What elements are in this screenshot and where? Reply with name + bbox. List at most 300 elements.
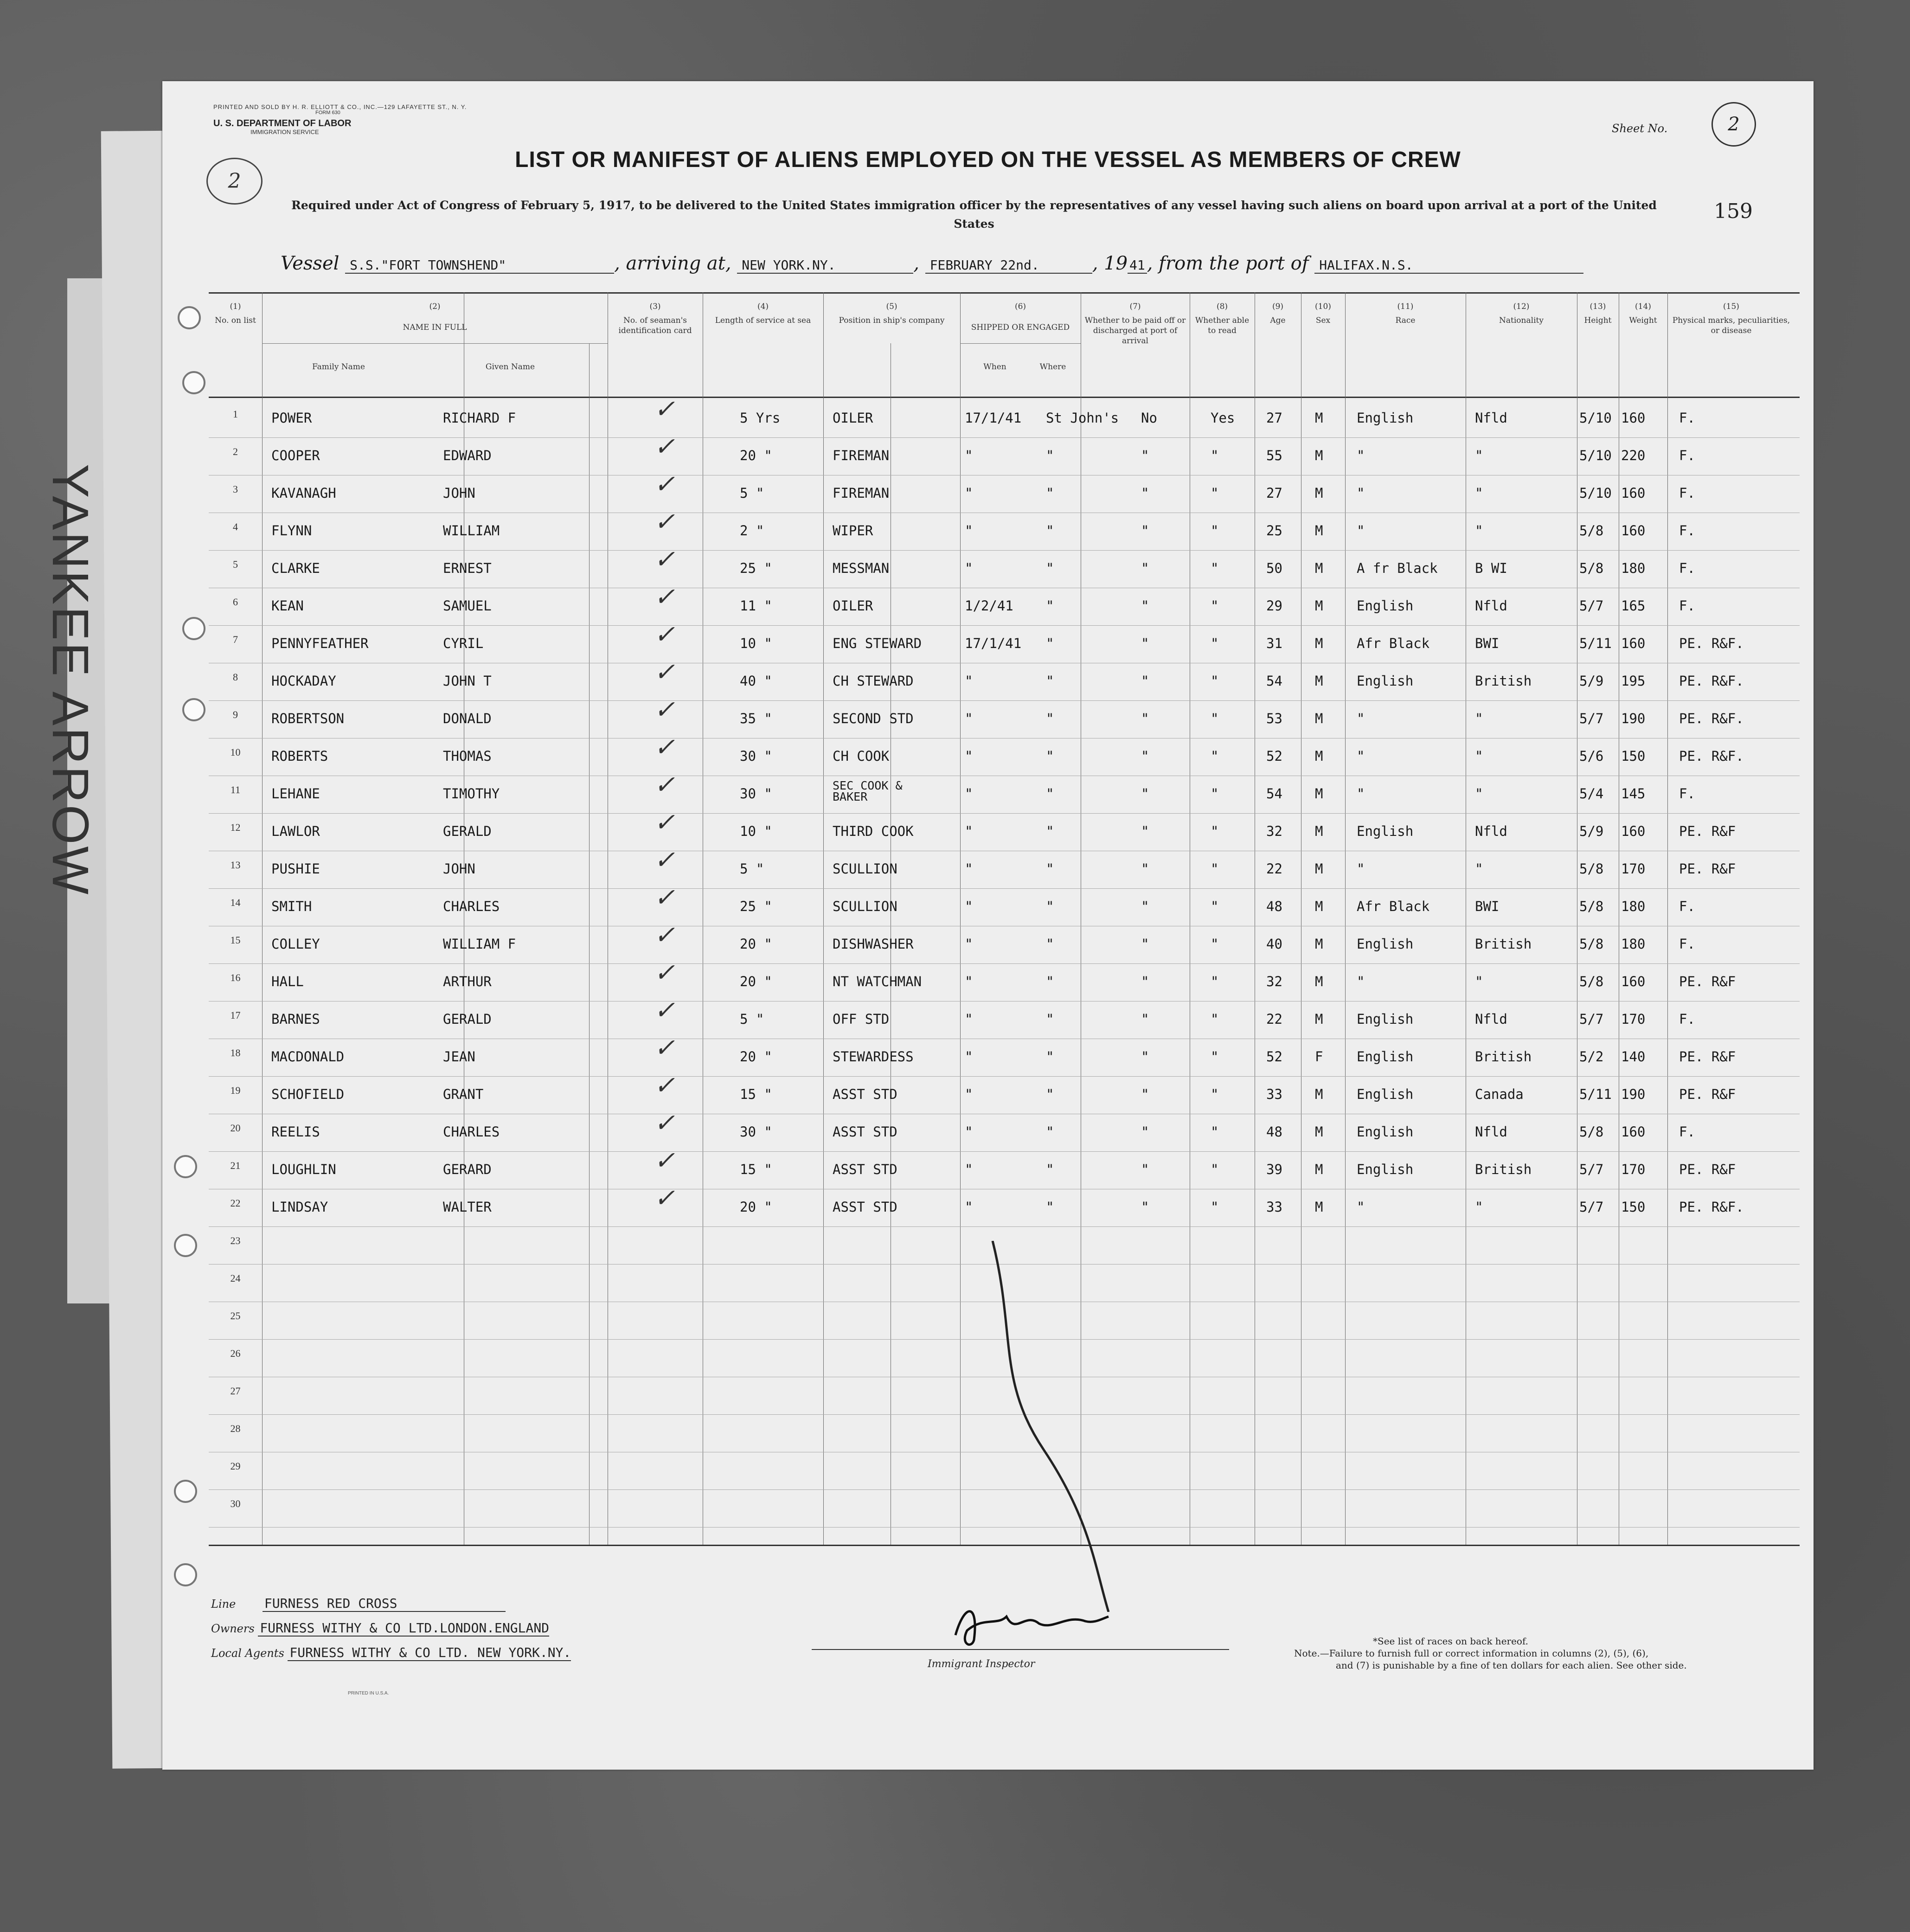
row-number: 14 bbox=[230, 897, 241, 908]
table-row bbox=[209, 995, 1800, 1042]
card-checkmark-icon: ✓ bbox=[654, 582, 675, 611]
column-c3-number: (3) bbox=[649, 302, 661, 311]
shipped-when: " bbox=[965, 1162, 973, 1177]
name-subhead-rule bbox=[262, 343, 608, 344]
physical-marks: PE. R&F. bbox=[1679, 748, 1744, 764]
service-length: 25 " bbox=[740, 560, 772, 576]
row-number: 28 bbox=[230, 1423, 241, 1434]
race: Afr Black bbox=[1357, 899, 1430, 914]
able-to-read: " bbox=[1211, 936, 1219, 952]
row-number: 16 bbox=[230, 972, 241, 983]
height: 5/8 bbox=[1579, 523, 1604, 539]
table-row bbox=[209, 1108, 1800, 1155]
race: " bbox=[1357, 1199, 1365, 1215]
column-c2-label: NAME IN FULL bbox=[403, 323, 467, 332]
paid-off: " bbox=[1141, 748, 1149, 764]
shipped-where: " bbox=[1046, 598, 1054, 614]
nationality: BWI bbox=[1475, 635, 1500, 651]
margin-handwriting: YANKEE ARROW bbox=[42, 464, 99, 897]
physical-marks: F. bbox=[1679, 899, 1695, 914]
table-row bbox=[209, 394, 1800, 441]
paid-off: " bbox=[1141, 673, 1149, 689]
nationality: Nfld bbox=[1475, 1124, 1507, 1140]
shipped-when: 1/2/41 bbox=[965, 598, 1013, 614]
shipped-where: " bbox=[1046, 1049, 1054, 1065]
nationality: " bbox=[1475, 711, 1483, 726]
sex: M bbox=[1315, 936, 1323, 952]
service-length: 25 " bbox=[740, 899, 772, 914]
table-row bbox=[209, 545, 1800, 591]
nationality: British bbox=[1475, 1049, 1532, 1065]
position: ENG STEWARD bbox=[833, 635, 922, 651]
race: English bbox=[1357, 1086, 1414, 1102]
weight: 160 bbox=[1621, 823, 1646, 839]
race: English bbox=[1357, 823, 1414, 839]
table-header-bottom-rule bbox=[209, 397, 1800, 398]
column-c5-label: Position in ship's company bbox=[839, 316, 945, 325]
age: 48 bbox=[1266, 1124, 1282, 1140]
shipped-where: " bbox=[1046, 786, 1054, 802]
sex: M bbox=[1315, 1011, 1323, 1027]
document-title: LIST OR MANIFEST OF ALIENS EMPLOYED ON THE VESSEL AS MEMBERS OF CREW bbox=[515, 148, 1461, 172]
table-row bbox=[209, 657, 1800, 704]
able-to-read: " bbox=[1211, 748, 1219, 764]
service-length: 30 " bbox=[740, 1124, 772, 1140]
height: 5/2 bbox=[1579, 1049, 1604, 1065]
able-to-read: " bbox=[1211, 1086, 1219, 1102]
family-name: POWER bbox=[271, 410, 312, 426]
shipped-when: " bbox=[965, 523, 973, 539]
card-checkmark-icon: ✓ bbox=[654, 732, 675, 762]
row-number: 18 bbox=[230, 1047, 241, 1059]
paid-off: " bbox=[1141, 598, 1149, 614]
row-number: 3 bbox=[233, 483, 238, 495]
sex: M bbox=[1315, 899, 1323, 914]
weight: 160 bbox=[1621, 1124, 1646, 1140]
shipped-when: " bbox=[965, 711, 973, 726]
table-row bbox=[209, 845, 1800, 892]
given-name: ERNEST bbox=[443, 560, 492, 576]
cancel-stroke bbox=[988, 1241, 1173, 1612]
agents-value: FURNESS WITHY & CO LTD. NEW YORK.NY. bbox=[288, 1645, 571, 1661]
paid-off: " bbox=[1141, 936, 1149, 952]
nationality: Canada bbox=[1475, 1086, 1524, 1102]
card-checkmark-icon: ✓ bbox=[654, 1146, 675, 1175]
weight: 170 bbox=[1621, 1011, 1646, 1027]
age: 27 bbox=[1266, 485, 1282, 501]
weight: 145 bbox=[1621, 786, 1646, 802]
column-c4-label: Length of service at sea bbox=[715, 316, 811, 325]
race: English bbox=[1357, 1124, 1414, 1140]
nationality: " bbox=[1475, 523, 1483, 539]
service-length: 2 " bbox=[740, 523, 764, 539]
column-c5-number: (5) bbox=[886, 302, 897, 311]
card-checkmark-icon: ✓ bbox=[654, 845, 675, 874]
vessel-name: S.S."FORT TOWNSHEND" bbox=[345, 257, 614, 274]
nationality: Nfld bbox=[1475, 410, 1507, 426]
given-name: TIMOTHY bbox=[443, 786, 500, 802]
service-length: 30 " bbox=[740, 748, 772, 764]
given-name: DONALD bbox=[443, 711, 492, 726]
service-length: 40 " bbox=[740, 673, 772, 689]
family-name: PUSHIE bbox=[271, 861, 320, 877]
row-number: 19 bbox=[230, 1085, 241, 1096]
shipped-where: " bbox=[1046, 673, 1054, 689]
service-length: 20 " bbox=[740, 936, 772, 952]
service-length: 20 " bbox=[740, 974, 772, 989]
row-number: 2 bbox=[233, 446, 238, 457]
row-number: 9 bbox=[233, 709, 238, 720]
family-name: SCHOFIELD bbox=[271, 1086, 345, 1102]
shipped-where: " bbox=[1046, 1086, 1054, 1102]
able-to-read: " bbox=[1211, 786, 1219, 802]
position: CH COOK bbox=[833, 748, 890, 764]
given-name: JOHN T bbox=[443, 673, 492, 689]
physical-marks: PE. R&F bbox=[1679, 1162, 1736, 1177]
physical-marks: PE. R&F. bbox=[1679, 1199, 1744, 1215]
height: 5/8 bbox=[1579, 1124, 1604, 1140]
service-length: 5 " bbox=[740, 485, 764, 501]
row-number: 6 bbox=[233, 596, 238, 608]
column-c7-label: Whether to be paid off or discharged at port of arrival bbox=[1084, 316, 1186, 346]
column-c3-label: No. of seaman's identification card bbox=[618, 316, 692, 335]
family-name: HOCKADAY bbox=[271, 673, 336, 689]
inspector-signature bbox=[946, 1598, 1113, 1654]
column-c2-given-label: Given Name bbox=[485, 362, 535, 372]
race: " bbox=[1357, 711, 1365, 726]
card-checkmark-icon: ✓ bbox=[654, 1033, 675, 1062]
weight: 195 bbox=[1621, 673, 1646, 689]
row-number: 1 bbox=[233, 408, 238, 420]
given-name: ARTHUR bbox=[443, 974, 492, 989]
table-row bbox=[209, 620, 1800, 667]
sex: M bbox=[1315, 974, 1323, 989]
line-value: FURNESS RED CROSS bbox=[263, 1596, 506, 1612]
sex: M bbox=[1315, 748, 1323, 764]
race: English bbox=[1357, 673, 1414, 689]
nationality: Nfld bbox=[1475, 1011, 1507, 1027]
age: 50 bbox=[1266, 560, 1282, 576]
given-name: EDWARD bbox=[443, 448, 492, 463]
paid-off: " bbox=[1141, 523, 1149, 539]
height: 5/8 bbox=[1579, 560, 1604, 576]
sex: F bbox=[1315, 1049, 1323, 1065]
given-name: WILLIAM F bbox=[443, 936, 516, 952]
physical-marks: PE. R&F. bbox=[1679, 673, 1744, 689]
physical-marks: F. bbox=[1679, 448, 1695, 463]
given-name: RICHARD F bbox=[443, 410, 516, 426]
service-length: 5 " bbox=[740, 861, 764, 877]
family-name: REELIS bbox=[271, 1124, 320, 1140]
age: 40 bbox=[1266, 936, 1282, 952]
height: 5/10 bbox=[1579, 448, 1612, 463]
note-failure: Note.—Failure to furnish full or correct information in columns (2), (5), (6), bbox=[1294, 1648, 1649, 1659]
height: 5/8 bbox=[1579, 899, 1604, 914]
given-name: GERALD bbox=[443, 1011, 492, 1027]
column-c15-label: Physical marks, peculiarities, or disease bbox=[1672, 316, 1790, 335]
family-name: LAWLOR bbox=[271, 823, 320, 839]
paid-off: " bbox=[1141, 1124, 1149, 1140]
able-to-read: " bbox=[1211, 673, 1219, 689]
footer-block bbox=[211, 1596, 571, 1661]
age: 22 bbox=[1266, 1011, 1282, 1027]
card-checkmark-icon: ✓ bbox=[654, 770, 675, 799]
column-c6-number: (6) bbox=[1014, 302, 1026, 311]
weight: 150 bbox=[1621, 748, 1646, 764]
column-c12-number: (12) bbox=[1513, 302, 1530, 311]
shipped-when: " bbox=[965, 974, 973, 989]
position: SCULLION bbox=[833, 861, 897, 877]
shipped-when: " bbox=[965, 748, 973, 764]
height: 5/11 bbox=[1579, 635, 1612, 651]
signature-line bbox=[812, 1649, 1229, 1650]
binder-hole bbox=[178, 306, 201, 329]
sex: M bbox=[1315, 448, 1323, 463]
sex: M bbox=[1315, 786, 1323, 802]
position: FIREMAN bbox=[833, 485, 890, 501]
able-to-read: " bbox=[1211, 1162, 1219, 1177]
sex: M bbox=[1315, 1199, 1323, 1215]
shipped-when: " bbox=[965, 1011, 973, 1027]
given-name: GERARD bbox=[443, 1162, 492, 1177]
table-row bbox=[209, 958, 1800, 1005]
nationality: Nfld bbox=[1475, 598, 1507, 614]
nationality: " bbox=[1475, 861, 1483, 877]
card-checkmark-icon: ✓ bbox=[654, 432, 675, 461]
shipped-where: " bbox=[1046, 1011, 1054, 1027]
table-top-rule bbox=[209, 292, 1800, 294]
shipped-where: " bbox=[1046, 974, 1054, 989]
able-to-read: " bbox=[1211, 635, 1219, 651]
binder-hole bbox=[182, 698, 205, 721]
sheet-number-label: Sheet No. bbox=[1612, 122, 1668, 135]
card-checkmark-icon: ✓ bbox=[654, 394, 675, 424]
age: 54 bbox=[1266, 673, 1282, 689]
able-to-read: " bbox=[1211, 1049, 1219, 1065]
given-name: CYRIL bbox=[443, 635, 484, 651]
sex: M bbox=[1315, 410, 1323, 426]
able-to-read: " bbox=[1211, 1011, 1219, 1027]
shipped-when: 17/1/41 bbox=[965, 635, 1022, 651]
race: Afr Black bbox=[1357, 635, 1430, 651]
card-checkmark-icon: ✓ bbox=[654, 620, 675, 649]
binder-hole bbox=[174, 1480, 197, 1503]
column-c14-number: (14) bbox=[1635, 302, 1651, 311]
position: SECOND STD bbox=[833, 711, 914, 726]
arriving-label: , arriving at, bbox=[614, 253, 731, 274]
weight: 170 bbox=[1621, 1162, 1646, 1177]
card-checkmark-icon: ✓ bbox=[654, 1108, 675, 1137]
column-c9-number: (9) bbox=[1272, 302, 1284, 311]
binder-hole bbox=[182, 617, 205, 640]
note-fine: and (7) is punishable by a fine of ten dollars for each alien. See other side. bbox=[1336, 1660, 1687, 1671]
paid-off: " bbox=[1141, 635, 1149, 651]
shipped-when: " bbox=[965, 899, 973, 914]
position: MESSMAN bbox=[833, 560, 890, 576]
agents-label: Local Agents bbox=[211, 1647, 284, 1660]
paid-off: " bbox=[1141, 711, 1149, 726]
column-c2-family-label: Family Name bbox=[312, 362, 365, 372]
vessel-line: Vessel S.S."FORT TOWNSHEND" , arriving at, NEW YORK.NY. , FEBRUARY 22nd. , 19 41 , from the port of HALIFAX.N.S. bbox=[281, 253, 1583, 274]
age: 48 bbox=[1266, 899, 1282, 914]
sex: M bbox=[1315, 485, 1323, 501]
sex: M bbox=[1315, 673, 1323, 689]
race: English bbox=[1357, 598, 1414, 614]
position: ASST STD bbox=[833, 1124, 897, 1140]
service-length: 10 " bbox=[740, 635, 772, 651]
physical-marks: PE. R&F bbox=[1679, 1086, 1736, 1102]
shipped-subhead-rule bbox=[960, 343, 1081, 344]
column-c6-when-label: When bbox=[983, 362, 1006, 372]
able-to-read: " bbox=[1211, 974, 1219, 989]
position: OILER bbox=[833, 410, 873, 426]
given-name: SAMUEL bbox=[443, 598, 492, 614]
column-c8-number: (8) bbox=[1216, 302, 1228, 311]
position: CH STEWARD bbox=[833, 673, 914, 689]
weight: 150 bbox=[1621, 1199, 1646, 1215]
physical-marks: F. bbox=[1679, 485, 1695, 501]
age: 55 bbox=[1266, 448, 1282, 463]
physical-marks: F. bbox=[1679, 410, 1695, 426]
table-row bbox=[209, 469, 1800, 516]
height: 5/11 bbox=[1579, 1086, 1612, 1102]
row-number: 4 bbox=[233, 521, 238, 533]
given-name: GERALD bbox=[443, 823, 492, 839]
given-name: THOMAS bbox=[443, 748, 492, 764]
family-name: FLYNN bbox=[271, 523, 312, 539]
sex: M bbox=[1315, 1162, 1323, 1177]
age: 32 bbox=[1266, 823, 1282, 839]
able-to-read: " bbox=[1211, 1199, 1219, 1215]
nationality: Nfld bbox=[1475, 823, 1507, 839]
given-name: WILLIAM bbox=[443, 523, 500, 539]
age: 52 bbox=[1266, 1049, 1282, 1065]
physical-marks: F. bbox=[1679, 1011, 1695, 1027]
weight: 160 bbox=[1621, 974, 1646, 989]
column-c1-label: No. on list bbox=[215, 316, 256, 325]
age: 54 bbox=[1266, 786, 1282, 802]
paid-off: " bbox=[1141, 485, 1149, 501]
height: 5/7 bbox=[1579, 1199, 1604, 1215]
able-to-read: " bbox=[1211, 485, 1219, 501]
weight: 180 bbox=[1621, 560, 1646, 576]
column-c7-number: (7) bbox=[1129, 302, 1141, 311]
shipped-where: " bbox=[1046, 936, 1054, 952]
service-length: 15 " bbox=[740, 1162, 772, 1177]
age: 33 bbox=[1266, 1199, 1282, 1215]
family-name: LINDSAY bbox=[271, 1199, 328, 1215]
footer-notes bbox=[1294, 1635, 1687, 1671]
note-races: *See list of races on back hereof. bbox=[1373, 1636, 1529, 1647]
card-checkmark-icon: ✓ bbox=[654, 507, 675, 536]
service-length: 30 " bbox=[740, 786, 772, 802]
table-row bbox=[209, 732, 1800, 779]
age: 39 bbox=[1266, 1162, 1282, 1177]
shipped-where: " bbox=[1046, 899, 1054, 914]
given-name: JOHN bbox=[443, 485, 475, 501]
arrival-date: FEBRUARY 22nd. bbox=[925, 257, 1092, 274]
given-name: WALTER bbox=[443, 1199, 492, 1215]
card-checkmark-icon: ✓ bbox=[654, 469, 675, 499]
document-subtitle: Required under Act of Congress of February 5, 1917, to be delivered to the United States immigration officer by the representatives of any vessel having such aliens on board upon arrival at a port of the United States bbox=[291, 199, 1657, 231]
binder-hole bbox=[182, 371, 205, 394]
service-length: 10 " bbox=[740, 823, 772, 839]
row-number: 21 bbox=[230, 1160, 241, 1171]
card-checkmark-icon: ✓ bbox=[654, 995, 675, 1025]
height: 5/8 bbox=[1579, 936, 1604, 952]
sex: M bbox=[1315, 635, 1323, 651]
binder-hole bbox=[174, 1155, 197, 1178]
sex: M bbox=[1315, 1086, 1323, 1102]
sheet-number-value: 2 bbox=[1711, 102, 1756, 147]
age: 52 bbox=[1266, 748, 1282, 764]
physical-marks: F. bbox=[1679, 560, 1695, 576]
nationality: British bbox=[1475, 1162, 1532, 1177]
paid-off: " bbox=[1141, 974, 1149, 989]
physical-marks: PE. R&F bbox=[1679, 1049, 1736, 1065]
family-name: COLLEY bbox=[271, 936, 320, 952]
height: 5/9 bbox=[1579, 823, 1604, 839]
physical-marks: F. bbox=[1679, 598, 1695, 614]
paid-off: " bbox=[1141, 1086, 1149, 1102]
service-length: 5 " bbox=[740, 1011, 764, 1027]
position: ASST STD bbox=[833, 1086, 897, 1102]
able-to-read: Yes bbox=[1211, 410, 1235, 426]
shipped-where: " bbox=[1046, 485, 1054, 501]
card-checkmark-icon: ✓ bbox=[654, 920, 675, 950]
row-number: 15 bbox=[230, 934, 241, 946]
table-row bbox=[209, 432, 1800, 479]
column-c6-where-label: Where bbox=[1039, 362, 1066, 372]
physical-marks: F. bbox=[1679, 1124, 1695, 1140]
given-name: JEAN bbox=[443, 1049, 475, 1065]
row-number: 17 bbox=[230, 1009, 241, 1021]
shipped-when: " bbox=[965, 823, 973, 839]
column-c6-label: SHIPPED OR ENGAGED bbox=[971, 323, 1070, 332]
height: 5/10 bbox=[1579, 485, 1612, 501]
height: 5/4 bbox=[1579, 786, 1604, 802]
table-row bbox=[209, 920, 1800, 967]
manifest-sheet bbox=[162, 81, 1814, 1770]
page-number: 159 bbox=[1714, 199, 1753, 223]
row-number: 7 bbox=[233, 634, 238, 645]
family-name: LEHANE bbox=[271, 786, 320, 802]
column-c10-number: (10) bbox=[1315, 302, 1331, 311]
race: " bbox=[1357, 974, 1365, 989]
sex: M bbox=[1315, 598, 1323, 614]
card-checkmark-icon: ✓ bbox=[654, 1183, 675, 1213]
card-checkmark-icon: ✓ bbox=[654, 545, 675, 574]
table-row bbox=[209, 507, 1800, 554]
given-name: CHARLES bbox=[443, 1124, 500, 1140]
row-number: 11 bbox=[230, 784, 241, 796]
column-c2-number: (2) bbox=[429, 302, 441, 311]
department-name: U. S. DEPARTMENT OF LABOR bbox=[213, 118, 352, 128]
row-number: 25 bbox=[230, 1310, 241, 1322]
shipped-when: " bbox=[965, 1086, 973, 1102]
column-c10-label: Sex bbox=[1315, 316, 1331, 325]
height: 5/6 bbox=[1579, 748, 1604, 764]
form-number: FORM 630 bbox=[315, 110, 340, 116]
inspector-label: Immigrant Inspector bbox=[928, 1658, 1035, 1670]
height: 5/10 bbox=[1579, 410, 1612, 426]
service-length: 11 " bbox=[740, 598, 772, 614]
row-number: 26 bbox=[230, 1348, 241, 1359]
shipped-where: " bbox=[1046, 748, 1054, 764]
weight: 190 bbox=[1621, 1086, 1646, 1102]
row-number: 12 bbox=[230, 822, 241, 833]
nationality: B WI bbox=[1475, 560, 1507, 576]
